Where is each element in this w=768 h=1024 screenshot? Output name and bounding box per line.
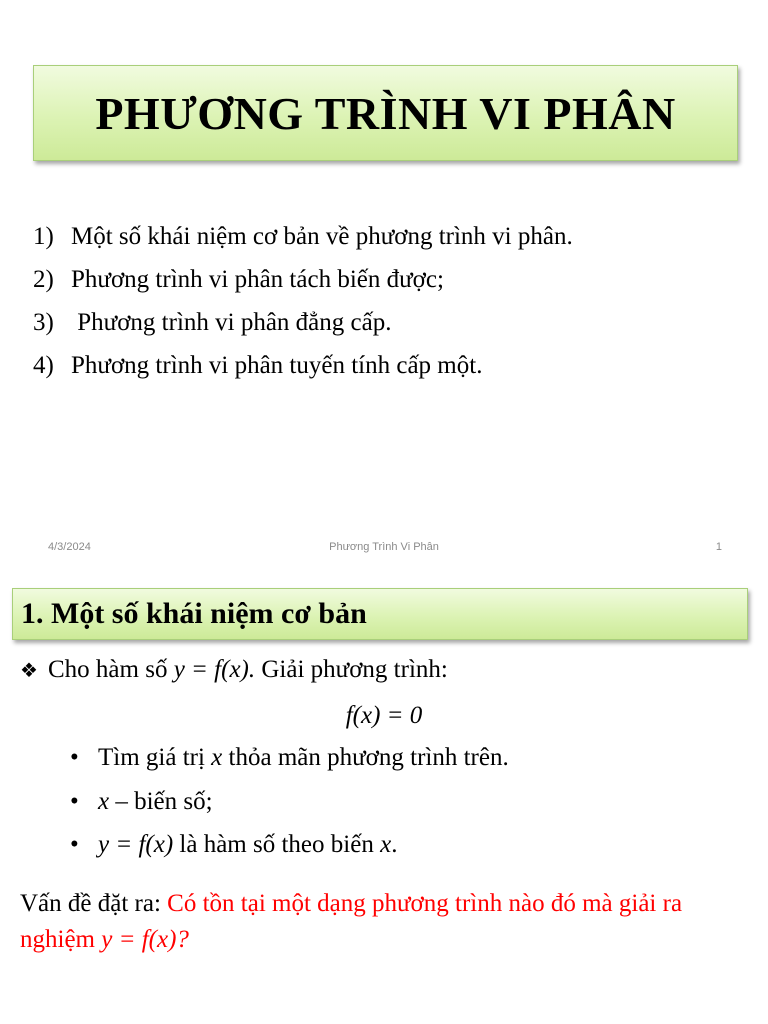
problem-math: y = f(x)? [101,926,189,953]
math-var: x [211,744,223,771]
lead-paragraph [20,656,448,684]
list-text: Phương trình vi phân đẳng cấp. [71,309,392,336]
bullet-item [70,831,397,859]
list-number: 1) [33,223,54,250]
problem-question: Có tồn tại một dạng phương trình nào đó mà giải ra nghiệm [20,890,683,953]
title-box [33,65,738,161]
list-item [33,215,573,258]
list-number: 2) [33,266,54,293]
topic-list [33,215,573,387]
list-text: Phương trình vi phân tuyến tính cấp một. [71,352,483,379]
equation: f(x) = 0 [345,702,423,729]
bullet-text-end: . [391,831,398,858]
bullet-text: – biến số; [109,788,213,815]
math-var: x [380,831,392,858]
list-number: 4) [33,352,54,379]
problem-label: Vấn đề đặt ra: [20,890,168,917]
math-expression: y = f(x) [98,831,174,858]
bullet-text: là hàm số theo biến [173,831,381,858]
list-text: Một số khái niệm cơ bản về phương trình vi phân. [71,223,573,250]
bullet-item [70,788,213,816]
lead-text-end: Giải phương trình: [255,656,448,683]
bullet-dot: • [70,788,79,815]
list-item [33,344,573,387]
math-var: x [98,788,110,815]
section-heading: 1. Một số khái niệm cơ bản [21,597,367,630]
function-expression: y = f(x). [173,656,256,683]
bullet-dot: • [70,831,79,858]
bullet-item [70,744,509,772]
bullet-text: thỏa mãn phương trình trên. [222,744,509,771]
footer-title: Phương Trình Vi Phân [329,541,439,553]
list-item [33,301,573,344]
diamond-bullet-icon: ❖ [20,660,38,682]
problem-statement [20,886,750,958]
list-number: 3) [33,309,54,336]
slide-title: PHƯƠNG TRÌNH VI PHÂN [95,87,676,139]
list-item [33,258,573,301]
footer-date: 4/3/2024 [48,541,91,553]
heading-box [12,588,748,640]
footer-page-number: 1 [715,541,722,553]
bullet-dot: • [70,744,79,771]
list-text: Phương trình vi phân tách biến được; [71,266,444,293]
slide-2 [0,572,768,1024]
bullet-text: Tìm giá trị [98,744,212,771]
lead-text: Cho hàm số [48,656,174,683]
